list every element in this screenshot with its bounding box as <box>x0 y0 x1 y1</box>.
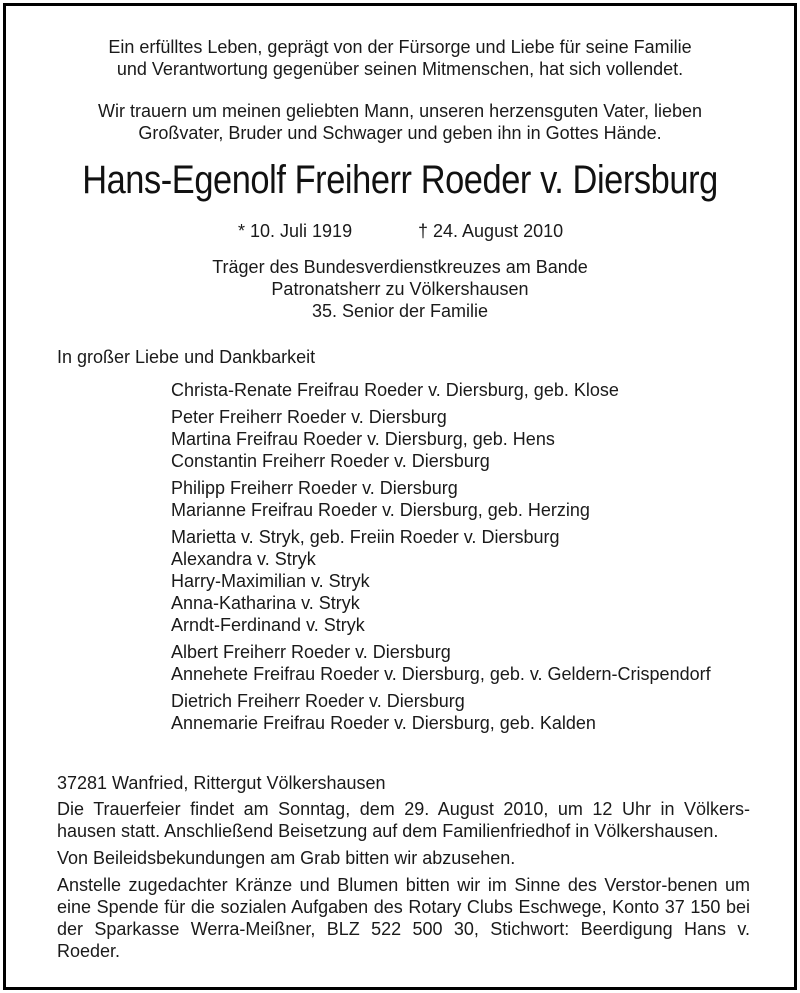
family-member: Martina Freifrau Roeder v. Diersburg, geb. Hens <box>171 429 555 449</box>
family-member: Philipp Freiherr Roeder v. Diersburg <box>171 478 458 498</box>
family-group <box>171 526 791 636</box>
condolence-note: Von Beileidsbekundungen am Grab bitten wir abzusehen. <box>57 848 516 868</box>
family-member: Marianne Freifrau Roeder v. Diersburg, geb. Herzing <box>171 500 590 520</box>
funeral-service-info: Die Trauerfeier findet am Sonntag, dem 29. August 2010, um 12 Uhr in Völkers-hausen statt. Anschließend Beisetzung auf dem Familienfriedhof in Völkershausen. <box>57 799 750 841</box>
mourners-intro: In großer Liebe und Dankbarkeit <box>57 347 316 367</box>
family-member: Dietrich Freiherr Roeder v. Diersburg <box>171 691 465 711</box>
obituary-notice <box>3 3 797 990</box>
death-date: † 24. August 2010 <box>418 221 564 241</box>
family-group <box>171 379 791 401</box>
intro-line-1: Ein erfülltes Leben, geprägt von der Fürsorge und Liebe für seine Familie <box>108 37 692 57</box>
intro-text <box>6 36 794 144</box>
footer-info <box>57 772 750 967</box>
family-list <box>171 379 791 739</box>
honor-line: Träger des Bundesverdienstkreuzes am Bande <box>212 257 588 277</box>
family-group <box>171 477 791 521</box>
honors-list <box>6 256 794 322</box>
birth-date: * 10. Juli 1919 <box>238 221 353 241</box>
family-group <box>171 406 791 472</box>
family-member: Constantin Freiherr Roeder v. Diersburg <box>171 451 490 471</box>
family-member: Arndt-Ferdinand v. Stryk <box>171 615 365 635</box>
deceased-name: Hans-Egenolf Freiherr Roeder v. Diersburg <box>82 158 718 202</box>
family-member: Annehete Freifrau Roeder v. Diersburg, geb. v. Geldern-Crispendorf <box>171 664 711 684</box>
family-member: Alexandra v. Stryk <box>171 549 316 569</box>
family-member: Albert Freiherr Roeder v. Diersburg <box>171 642 451 662</box>
family-member: Annemarie Freifrau Roeder v. Diersburg, geb. Kalden <box>171 713 596 733</box>
intro-line-2: und Verantwortung gegenüber seinen Mitmenschen, hat sich vollendet. <box>116 59 684 79</box>
honor-line: 35. Senior der Familie <box>311 301 489 321</box>
family-group <box>171 641 791 685</box>
family-member: Harry-Maximilian v. Stryk <box>171 571 370 591</box>
family-group <box>171 690 791 734</box>
intro-line-4: Großvater, Bruder und Schwager und geben ihn in Gottes Hände. <box>138 123 662 143</box>
family-member: Peter Freiherr Roeder v. Diersburg <box>171 407 447 427</box>
donation-request: Anstelle zugedachter Kränze und Blumen bitten wir im Sinne des Verstor-benen um eine Spende für die sozialen Aufgaben des Rotary Clubs Eschwege, Konto 37 150 bei der Sparkasse Werra-Meißner, BLZ 522 500 30, Stichwort: Beerdigung Hans v. Roeder. <box>57 875 750 961</box>
family-member: Anna-Katharina v. Stryk <box>171 593 360 613</box>
honor-line: Patronatsherr zu Völkershausen <box>271 279 529 299</box>
family-member: Marietta v. Stryk, geb. Freiin Roeder v. Diersburg <box>171 527 560 547</box>
family-member: Christa-Renate Freifrau Roeder v. Diersburg, geb. Klose <box>171 380 619 400</box>
address: 37281 Wanfried, Rittergut Völkershausen <box>57 773 386 793</box>
intro-line-3: Wir trauern um meinen geliebten Mann, unseren herzensguten Vater, lieben <box>97 101 703 121</box>
